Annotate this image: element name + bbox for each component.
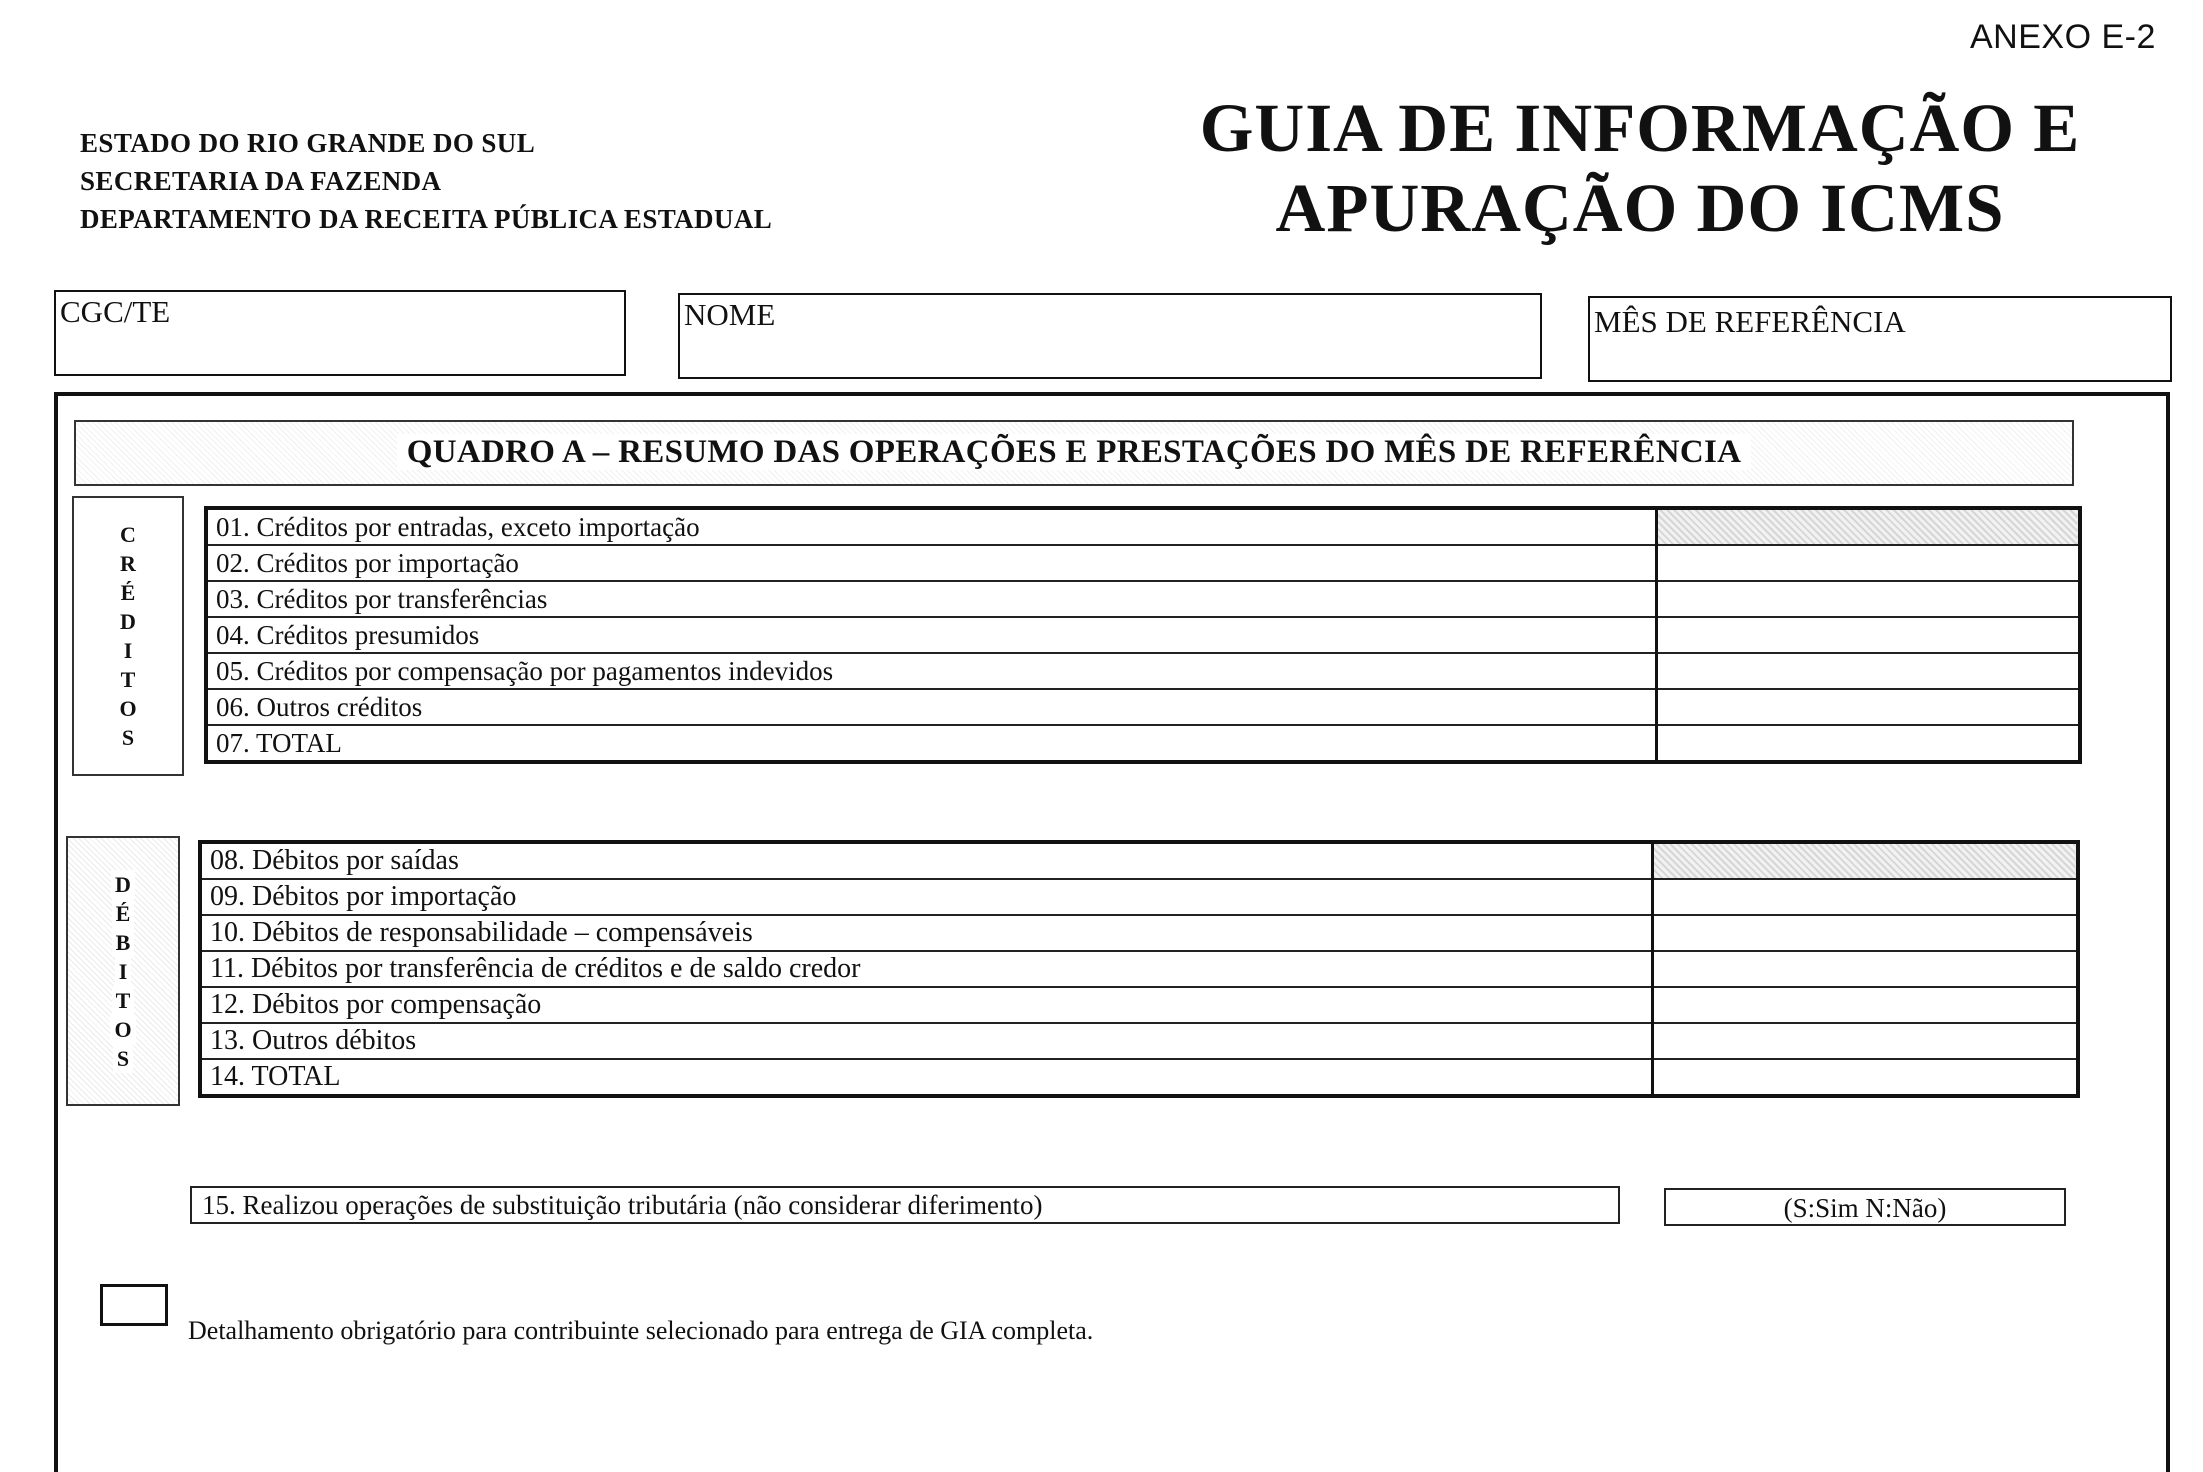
cgc-te-field[interactable] xyxy=(54,290,626,376)
mes-referencia-field[interactable] xyxy=(1588,296,2172,382)
debitos-letter: É xyxy=(112,899,135,928)
row-label-04: 04. Créditos presumidos xyxy=(206,617,1656,653)
creditos-letter: R xyxy=(120,551,136,576)
nome-label: NOME xyxy=(684,297,776,332)
row-value-08 xyxy=(1652,842,2078,879)
cgc-te-label: CGC/TE xyxy=(60,294,171,329)
row-value-02[interactable] xyxy=(1656,545,2080,581)
form-title-line-1: GUIA DE INFORMAÇÃO E xyxy=(1199,90,2081,166)
debitos-letter: S xyxy=(113,1044,133,1073)
annex-label: ANEXO E-2 xyxy=(1970,18,2156,56)
row-label-07: 07. TOTAL xyxy=(206,725,1656,762)
creditos-letter: É xyxy=(120,580,136,605)
table-row xyxy=(200,1059,2078,1096)
mes-referencia-label: MÊS DE REFERÊNCIA xyxy=(1594,304,1906,339)
row-value-07[interactable] xyxy=(1656,725,2080,762)
row-label-13: 13. Outros débitos xyxy=(200,1023,1652,1059)
nome-field[interactable] xyxy=(678,293,1542,379)
row-label-06: 06. Outros créditos xyxy=(206,689,1656,725)
organization-line-department: DEPARTAMENTO DA RECEITA PÚBLICA ESTADUAL xyxy=(80,204,773,234)
row-value-14[interactable] xyxy=(1652,1059,2078,1096)
quadro-a-title-bar xyxy=(74,420,2074,486)
creditos-table xyxy=(204,506,2082,764)
row-label-12: 12. Débitos por compensação xyxy=(200,987,1652,1023)
debitos-letter: I xyxy=(115,957,132,986)
table-row xyxy=(206,653,2080,689)
table-row xyxy=(200,1023,2078,1059)
debitos-letter: T xyxy=(112,986,135,1015)
row-value-12[interactable] xyxy=(1652,987,2078,1023)
creditos-letter: I xyxy=(123,638,133,663)
table-row xyxy=(200,842,2078,879)
row-label-05: 05. Créditos por compensação por pagamentos indevidos xyxy=(206,653,1656,689)
table-row xyxy=(200,879,2078,915)
row-label-14: 14. TOTAL xyxy=(200,1059,1652,1096)
row-value-04[interactable] xyxy=(1656,617,2080,653)
table-row xyxy=(200,951,2078,987)
row-value-09[interactable] xyxy=(1652,879,2078,915)
creditos-letter: C xyxy=(120,522,136,547)
creditos-letter: S xyxy=(121,725,135,750)
item-15-label: 15. Realizou operações de substituição tributária (não considerar diferimento) xyxy=(202,1190,1043,1220)
item-15-label-box xyxy=(190,1186,1620,1224)
detail-note: Detalhamento obrigatório para contribuinte selecionado para entrega de GIA completa. xyxy=(188,1316,1094,1345)
form-title xyxy=(1100,88,2180,248)
table-row xyxy=(206,545,2080,581)
creditos-side-label xyxy=(72,496,184,776)
detail-checkbox[interactable] xyxy=(100,1284,168,1326)
debitos-letter: D xyxy=(111,870,135,899)
creditos-letter: D xyxy=(120,609,136,634)
row-value-06[interactable] xyxy=(1656,689,2080,725)
row-label-01: 01. Créditos por entradas, exceto importação xyxy=(206,508,1656,545)
debitos-table xyxy=(198,840,2080,1098)
creditos-letter: O xyxy=(119,696,137,721)
item-15-answer-hint: (S:Sim N:Não) xyxy=(1783,1193,1947,1223)
row-label-11: 11. Débitos por transferência de créditos e de saldo credor xyxy=(200,951,1652,987)
debitos-letter: B xyxy=(112,928,135,957)
row-label-09: 09. Débitos por importação xyxy=(200,879,1652,915)
creditos-letter: T xyxy=(120,667,136,692)
organization-line-secretariat: SECRETARIA DA FAZENDA xyxy=(80,166,442,196)
organization-header xyxy=(80,124,772,238)
quadro-a-title: QUADRO A – RESUMO DAS OPERAÇÕES E PRESTAÇÕES DO MÊS DE REFERÊNCIA xyxy=(397,434,1752,470)
row-value-13[interactable] xyxy=(1652,1023,2078,1059)
row-value-03[interactable] xyxy=(1656,581,2080,617)
table-row xyxy=(200,987,2078,1023)
row-label-10: 10. Débitos de responsabilidade – compensáveis xyxy=(200,915,1652,951)
debitos-side-label xyxy=(66,836,180,1106)
row-value-11[interactable] xyxy=(1652,951,2078,987)
row-label-02: 02. Créditos por importação xyxy=(206,545,1656,581)
row-label-08: 08. Débitos por saídas xyxy=(200,842,1652,879)
row-value-05[interactable] xyxy=(1656,653,2080,689)
item-15-answer-field[interactable] xyxy=(1664,1188,2066,1226)
organization-line-state: ESTADO DO RIO GRANDE DO SUL xyxy=(80,128,536,158)
row-value-01 xyxy=(1656,508,2080,545)
table-row xyxy=(206,508,2080,545)
table-row xyxy=(206,617,2080,653)
table-row xyxy=(200,915,2078,951)
row-value-10[interactable] xyxy=(1652,915,2078,951)
table-row xyxy=(206,689,2080,725)
debitos-letter: O xyxy=(110,1015,135,1044)
row-label-03: 03. Créditos por transferências xyxy=(206,581,1656,617)
table-row xyxy=(206,581,2080,617)
table-row xyxy=(206,725,2080,762)
form-title-line-2: APURAÇÃO DO ICMS xyxy=(1275,170,2005,246)
